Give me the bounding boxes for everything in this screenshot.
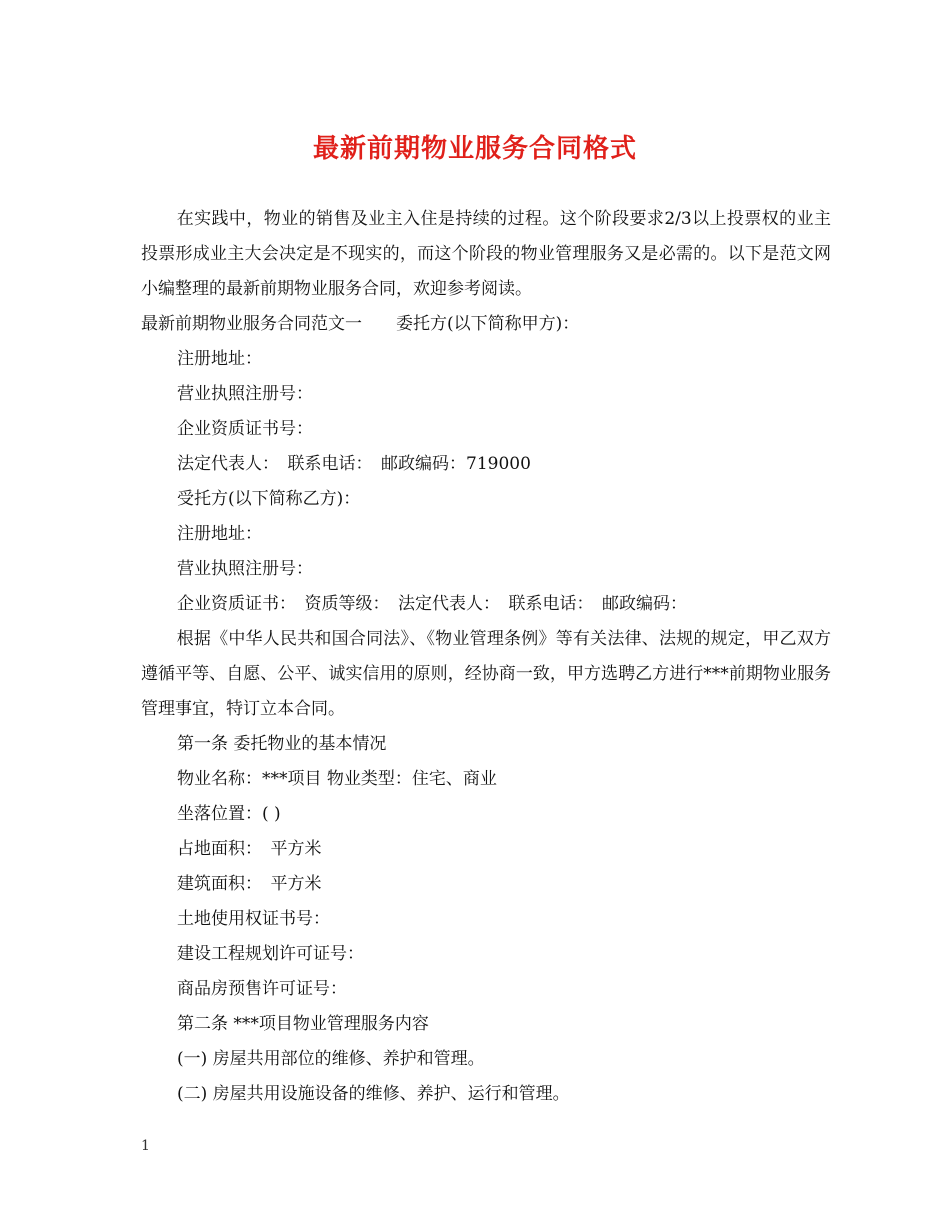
service-item-2: (二) 房屋共用设施设备的维修、养护、运行和管理。 xyxy=(177,1084,570,1104)
party-b-heading: 受托方(以下简称乙方)： xyxy=(177,489,361,509)
article1-heading: 第一条 委托物业的基本情况 xyxy=(177,734,387,754)
service-item-1: (一) 房屋共用部位的维修、养护和管理。 xyxy=(177,1049,485,1069)
document-body xyxy=(141,202,831,1112)
party-a-qualification: 企业资质证书号： xyxy=(177,419,313,439)
party-b-qualification: 企业资质证书： 资质等级： 法定代表人： 联系电话： 邮政编码： xyxy=(177,594,687,614)
party-b-license: 营业执照注册号： xyxy=(177,559,313,579)
land-area: 占地面积： 平方米 xyxy=(177,839,322,859)
presale-permit: 商品房预售许可证号： xyxy=(177,979,347,999)
article2-heading: 第二条 ***项目物业管理服务内容 xyxy=(177,1014,429,1034)
construction-permit: 建设工程规划许可证号： xyxy=(177,944,364,964)
basis-paragraph: 根据《中华人民共和国合同法》、《物业管理条例》等有关法律、法规的规定，甲乙双方遵循平等、自愿、公平、诚实信用的原则，经协商一致，甲方选聘乙方进行***前期物业服务管理事宜，特订立本合同。 xyxy=(141,629,831,719)
intro-paragraph: 在实践中，物业的销售及业主入住是持续的过程。这个阶段要求2/3以上投票权的业主投票形成业主大会决定是不现实的，而这个阶段的物业管理服务又是必需的。以下是范文网小编整理的最新前期物业服务合同，欢迎参考阅读。 xyxy=(141,209,831,299)
party-b-address: 注册地址： xyxy=(177,524,262,544)
party-a-license: 营业执照注册号： xyxy=(177,384,313,404)
document-title: 最新前期物业服务合同格式 xyxy=(312,134,637,164)
page-number: 1 xyxy=(141,1138,150,1154)
building-area: 建筑面积： 平方米 xyxy=(177,874,322,894)
contract-heading-line: 最新前期物业服务合同范文一 委托方(以下简称甲方)： xyxy=(141,314,580,334)
party-a-address: 注册地址： xyxy=(177,349,262,369)
property-name: 物业名称：***项目 物业类型：住宅、商业 xyxy=(177,769,497,789)
land-use-cert: 土地使用权证书号： xyxy=(177,909,330,929)
property-location: 坐落位置：( ) xyxy=(177,804,281,824)
party-a-representative: 法定代表人： 联系电话： 邮政编码：719000 xyxy=(177,454,531,474)
